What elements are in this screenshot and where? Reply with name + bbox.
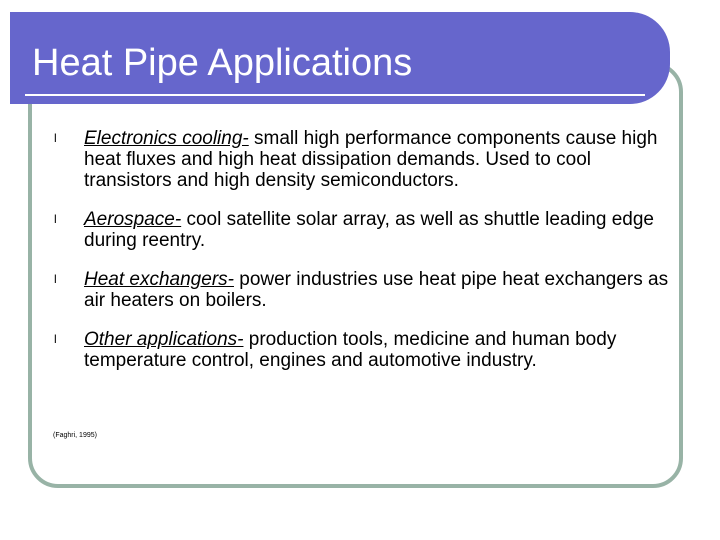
bullet-item-aerospace [54, 209, 674, 251]
bullet-text: power industries use heat pipe heat exchangers as air heaters on boilers. [84, 269, 669, 311]
bullet-term: Electronics cooling- [84, 128, 249, 149]
bullet-term: Other applications- [84, 329, 244, 350]
bullet-text: small high performance components cause high heat fluxes and high heat dissipation demands. Used to cool transistors and high density semiconductors. [84, 128, 658, 191]
bullet-item-electronics [54, 128, 674, 191]
bullet-marker: l [54, 131, 57, 145]
bullet-term: Heat exchangers- [84, 269, 234, 290]
bullet-marker: l [54, 332, 57, 346]
bullet-item-other-applications [54, 329, 674, 371]
bullet-text: cool satellite solar array, as well as shuttle leading edge during reentry. [84, 209, 654, 251]
title-divider [25, 94, 645, 96]
bullet-item-heat-exchangers [54, 269, 674, 311]
bullet-list [54, 128, 674, 389]
title-bar [10, 12, 670, 104]
bullet-term: Aerospace- [84, 209, 182, 230]
bullet-marker: l [54, 212, 57, 226]
bullet-text: production tools, medicine and human body temperature control, engines and automotive industry. [84, 329, 617, 371]
citation: (Faghri, 1995) [53, 432, 97, 439]
slide-title: Heat Pipe Applications [32, 42, 413, 84]
bullet-marker: l [54, 272, 57, 286]
